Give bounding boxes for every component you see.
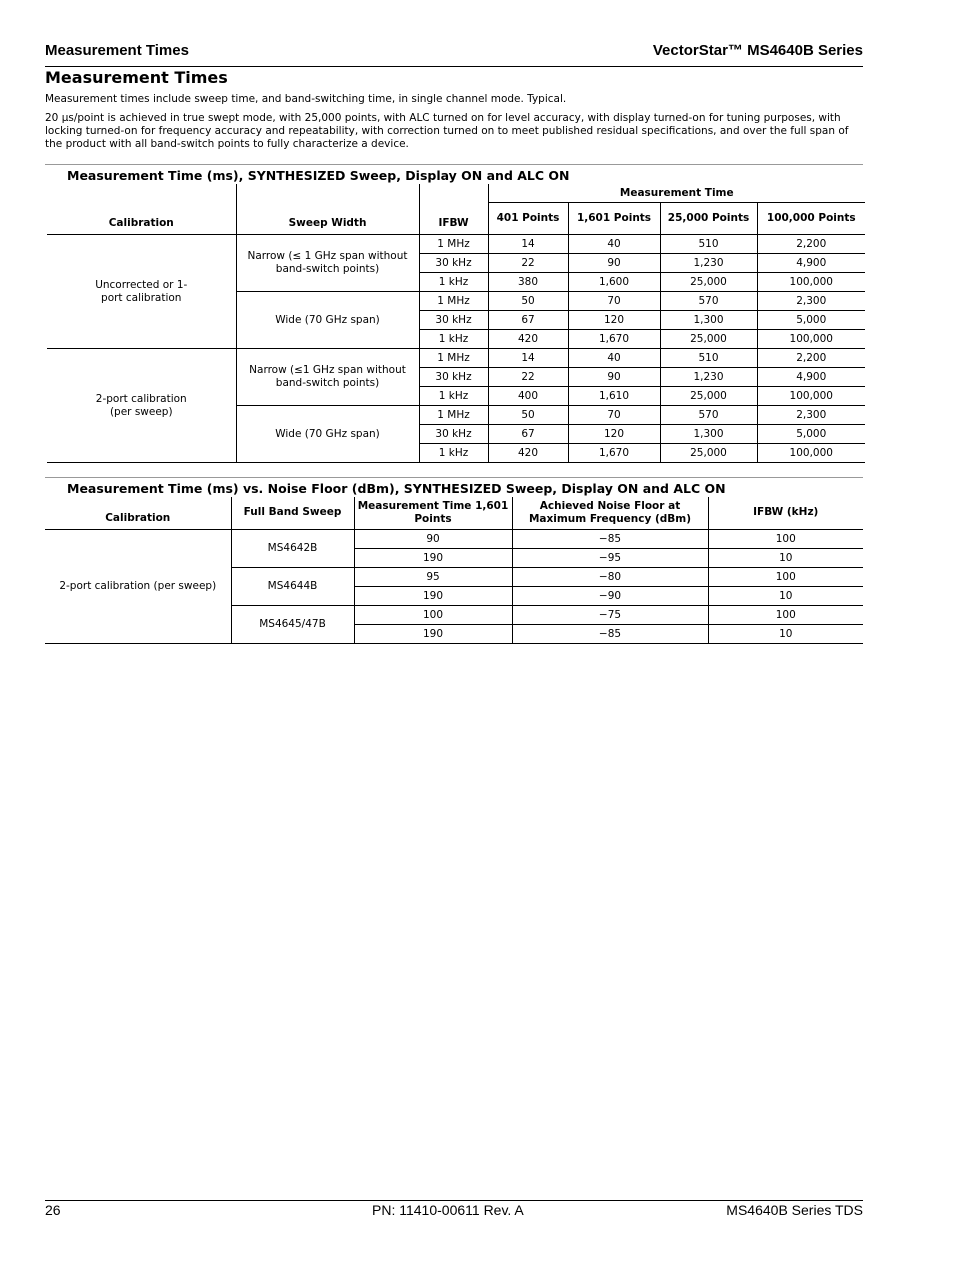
table-row (47, 235, 865, 254)
ifbw-cell: 1 MHz (419, 235, 488, 254)
value-cell: 1,600 (568, 273, 660, 292)
document-name: MS4640B Series TDS (726, 1202, 863, 1218)
section-title: Measurement Times (45, 68, 228, 87)
value-cell: 100,000 (757, 444, 865, 463)
value-cell: 10 (708, 586, 863, 605)
value-cell: 67 (488, 425, 568, 444)
value-cell: −90 (512, 586, 708, 605)
t2-header-measurement-time: Measurement Time 1,601 Points (354, 497, 512, 529)
value-cell: 510 (660, 235, 757, 254)
ifbw-cell: 30 kHz (419, 425, 488, 444)
value-cell: 90 (568, 368, 660, 387)
value-cell: −85 (512, 529, 708, 548)
value-cell: 420 (488, 444, 568, 463)
value-cell: 14 (488, 349, 568, 368)
intro-paragraph: Measurement times include sweep time, and band-switching time, in single channel mode. Typical. (45, 93, 567, 105)
table-row (45, 529, 863, 548)
value-cell: 25,000 (660, 387, 757, 406)
part-number: PN: 11410-00611 Rev. A (372, 1202, 524, 1218)
value-cell: 10 (708, 624, 863, 643)
t2-header-ifbw: IFBW (kHz) (708, 497, 863, 529)
col-header-ifbw: IFBW (419, 184, 488, 235)
value-cell: 50 (488, 406, 568, 425)
ifbw-cell: 1 kHz (419, 273, 488, 292)
ifbw-cell: 1 kHz (419, 330, 488, 349)
ifbw-cell: 30 kHz (419, 254, 488, 273)
value-cell: 1,300 (660, 311, 757, 330)
sweep-width-cell: Wide (70 GHz span) (236, 406, 419, 463)
value-cell: 1,300 (660, 425, 757, 444)
page-footer (45, 1200, 863, 1222)
value-cell: 1,230 (660, 254, 757, 273)
table2-section (45, 477, 863, 644)
value-cell: 1,670 (568, 330, 660, 349)
col-header-sweep-width: Sweep Width (236, 184, 419, 235)
value-cell: 510 (660, 349, 757, 368)
value-cell: 100,000 (757, 273, 865, 292)
value-cell: 90 (354, 529, 512, 548)
value-cell: 70 (568, 406, 660, 425)
value-cell: 1,610 (568, 387, 660, 406)
value-cell: 100 (354, 605, 512, 624)
value-cell: 120 (568, 311, 660, 330)
value-cell: 40 (568, 235, 660, 254)
value-cell: 1,230 (660, 368, 757, 387)
col-header-1601: 1,601 Points (568, 203, 660, 235)
value-cell: 70 (568, 292, 660, 311)
value-cell: 2,300 (757, 292, 865, 311)
ifbw-cell: 1 kHz (419, 387, 488, 406)
value-cell: 4,900 (757, 254, 865, 273)
model-cell: MS4645/47B (231, 605, 354, 643)
value-cell: 100,000 (757, 387, 865, 406)
value-cell: 570 (660, 292, 757, 311)
value-cell: 22 (488, 368, 568, 387)
value-cell: 100,000 (757, 330, 865, 349)
value-cell: 67 (488, 311, 568, 330)
value-cell: 5,000 (757, 425, 865, 444)
ifbw-cell: 1 MHz (419, 406, 488, 425)
value-cell: 570 (660, 406, 757, 425)
value-cell: 95 (354, 567, 512, 586)
value-cell: 4,900 (757, 368, 865, 387)
value-cell: −75 (512, 605, 708, 624)
value-cell: 10 (708, 548, 863, 567)
value-cell: 22 (488, 254, 568, 273)
header-right: VectorStar™ MS4640B Series (652, 42, 863, 59)
table2-caption: Measurement Time (ms) vs. Noise Floor (dBm), SYNTHESIZED Sweep, Display ON and ALC ON (67, 481, 726, 496)
col-header-calibration: Calibration (47, 184, 236, 235)
value-cell: 190 (354, 586, 512, 605)
value-cell: 100 (708, 567, 863, 586)
value-cell: −85 (512, 624, 708, 643)
sweep-width-cell: Wide (70 GHz span) (236, 292, 419, 349)
col-header-100000: 100,000 Points (757, 203, 865, 235)
value-cell: 50 (488, 292, 568, 311)
calibration-cell: 2-port calibration (per sweep) (47, 349, 236, 463)
value-cell: 120 (568, 425, 660, 444)
value-cell: 1,670 (568, 444, 660, 463)
page-header (45, 42, 863, 67)
noise-floor-table (45, 497, 863, 644)
calibration-cell: 2-port calibration (per sweep) (45, 529, 231, 643)
value-cell: 90 (568, 254, 660, 273)
group-header-measurement-time: Measurement Time (488, 184, 865, 203)
value-cell: 40 (568, 349, 660, 368)
value-cell: 25,000 (660, 444, 757, 463)
calibration-cell: Uncorrected or 1-port calibration (47, 235, 236, 349)
table1-caption: Measurement Time (ms), SYNTHESIZED Sweep, Display ON and ALC ON (67, 168, 570, 183)
col-header-25000: 25,000 Points (660, 203, 757, 235)
value-cell: 5,000 (757, 311, 865, 330)
model-cell: MS4642B (231, 529, 354, 567)
ifbw-cell: 30 kHz (419, 311, 488, 330)
model-cell: MS4644B (231, 567, 354, 605)
value-cell: 25,000 (660, 330, 757, 349)
sweep-width-cell: Narrow (≤ 1 GHz span without band-switch points) (236, 235, 419, 292)
ifbw-cell: 30 kHz (419, 368, 488, 387)
measurement-time-table (47, 184, 865, 463)
value-cell: 420 (488, 330, 568, 349)
value-cell: −95 (512, 548, 708, 567)
value-cell: 2,300 (757, 406, 865, 425)
value-cell: 100 (708, 605, 863, 624)
t2-header-full-band-sweep: Full Band Sweep (231, 497, 354, 529)
value-cell: 25,000 (660, 273, 757, 292)
header-left: Measurement Times (45, 42, 189, 59)
value-cell: 190 (354, 624, 512, 643)
detail-paragraph: 20 µs/point is achieved in true swept mode, with 25,000 points, with ALC turned on for level accuracy, with display turned-on for tuning purposes, with locking turned-on for frequency accuracy and repeatability, with correction turned on to meet published residual specifications, and over the full span of the product with all band-switch points to fully characterize a device. (45, 112, 849, 150)
col-header-401: 401 Points (488, 203, 568, 235)
t2-header-noise-floor: Achieved Noise Floor at Maximum Frequency (dBm) (512, 497, 708, 529)
value-cell: 100 (708, 529, 863, 548)
value-cell: 2,200 (757, 235, 865, 254)
value-cell: 400 (488, 387, 568, 406)
ifbw-cell: 1 MHz (419, 349, 488, 368)
page-number: 26 (45, 1202, 61, 1218)
value-cell: 2,200 (757, 349, 865, 368)
value-cell: 380 (488, 273, 568, 292)
sweep-width-cell: Narrow (≤1 GHz span without band-switch points) (236, 349, 419, 406)
t2-header-calibration: Calibration (45, 497, 231, 529)
value-cell: 190 (354, 548, 512, 567)
table1-section (45, 164, 863, 463)
value-cell: −80 (512, 567, 708, 586)
ifbw-cell: 1 kHz (419, 444, 488, 463)
value-cell: 14 (488, 235, 568, 254)
ifbw-cell: 1 MHz (419, 292, 488, 311)
table-row (47, 349, 865, 368)
